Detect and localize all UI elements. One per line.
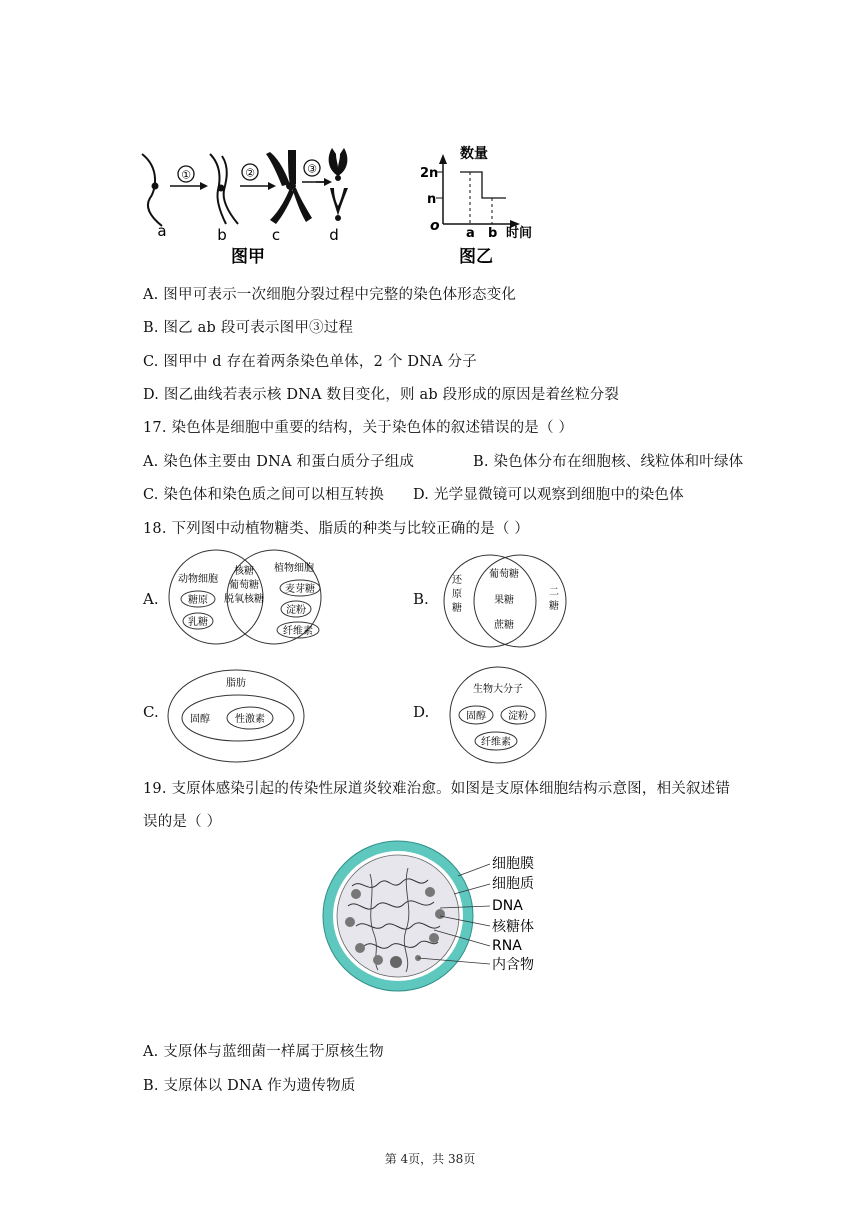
mycoplasma-diagram bbox=[322, 834, 550, 998]
label-rna: RNA bbox=[492, 938, 522, 954]
q18-label-c: C. bbox=[143, 703, 159, 721]
q16-option-c: C. 图甲中 d 存在着两条染色单体，2 个 DNA 分子 bbox=[143, 354, 477, 370]
yi-xlabel: 时间 bbox=[506, 226, 533, 241]
c-fat: 脂肪 bbox=[226, 678, 246, 689]
q18-stem: 18. 下列图中动植物糖类、脂质的种类与比较正确的是（ ） bbox=[143, 521, 530, 537]
b-di-2: 糖 bbox=[549, 601, 559, 612]
a-lactose: 乳糖 bbox=[188, 617, 208, 628]
q18-diagram-b bbox=[438, 551, 574, 651]
yi-tick-b: b bbox=[488, 226, 498, 241]
d-sterol: 固醇 bbox=[466, 711, 486, 722]
yi-tick-a: a bbox=[466, 226, 475, 241]
q18-label-d: D. bbox=[413, 703, 430, 721]
yi-origin: o bbox=[430, 218, 440, 234]
a-ribose: 核糖 bbox=[234, 566, 254, 577]
stage-b-label: b bbox=[217, 226, 227, 244]
b-reducing-2: 原 bbox=[452, 589, 462, 600]
label-cytoplasm: 细胞质 bbox=[492, 876, 534, 892]
q17-option-c: C. 染色体和染色质之间可以相互转换 bbox=[143, 487, 384, 503]
q18-diagram-a bbox=[166, 547, 328, 647]
b-reducing-3: 糖 bbox=[452, 603, 462, 614]
a-glycogen: 糖原 bbox=[188, 595, 208, 606]
chromosome-figure bbox=[130, 140, 550, 272]
q16-option-b: B. 图乙 ab 段可表示图甲③过程 bbox=[143, 320, 354, 336]
a-animal-cell: 动物细胞 bbox=[178, 574, 218, 585]
q19-stem-line1: 19. 支原体感染引起的传染性尿道炎较难治愈。如图是支原体细胞结构示意图，相关叙述错 bbox=[143, 781, 731, 797]
q19-option-b: B. 支原体以 DNA 作为遗传物质 bbox=[143, 1078, 356, 1094]
step-2: ② bbox=[245, 166, 255, 180]
q17-option-b: B. 染色体分布在细胞核、线粒体和叶绿体 bbox=[473, 454, 744, 470]
page-footer: 第 4页，共 38页 bbox=[384, 1152, 476, 1166]
a-cellulose: 纤维素 bbox=[283, 626, 313, 637]
q19-stem-line2: 误的是（ ） bbox=[143, 814, 222, 830]
fig-yi-caption: 图乙 bbox=[459, 247, 493, 267]
q17-stem: 17. 染色体是细胞中重要的结构，关于染色体的叙述错误的是（ ） bbox=[143, 420, 574, 436]
step-3: ③ bbox=[307, 162, 317, 176]
q17-option-d: D. 光学显微镜可以观察到细胞中的染色体 bbox=[413, 487, 684, 503]
label-ribosome: 核糖体 bbox=[492, 919, 534, 935]
a-deoxyribose: 脱氧核糖 bbox=[224, 594, 264, 605]
yi-ylabel: 数量 bbox=[460, 146, 488, 162]
q18-diagram-c bbox=[166, 666, 306, 766]
yi-tick-2n: 2n bbox=[420, 166, 439, 181]
c-sterol: 固醇 bbox=[190, 714, 210, 725]
b-sucrose: 蔗糖 bbox=[494, 620, 514, 631]
label-membrane: 细胞膜 bbox=[492, 856, 534, 872]
q16-option-a: A. 图甲可表示一次细胞分裂过程中完整的染色体形态变化 bbox=[143, 287, 517, 303]
q18-diagram-d bbox=[442, 665, 554, 765]
stage-d-label: d bbox=[329, 226, 339, 244]
a-glucose: 葡萄糖 bbox=[229, 580, 259, 591]
b-di-1: 二 bbox=[549, 587, 559, 598]
q19-option-a: A. 支原体与蓝细菌一样属于原核生物 bbox=[143, 1044, 384, 1060]
step-1: ① bbox=[181, 168, 191, 182]
yi-tick-n: n bbox=[427, 192, 437, 207]
fig-yi-graph bbox=[420, 145, 532, 241]
b-fructose: 果糖 bbox=[494, 595, 514, 606]
d-macromolecule: 生物大分子 bbox=[473, 684, 523, 695]
stage-a-label: a bbox=[157, 222, 167, 240]
d-cellulose: 纤维素 bbox=[481, 737, 511, 748]
b-reducing-1: 还 bbox=[452, 575, 462, 586]
c-sex-hormone: 性激素 bbox=[235, 714, 265, 725]
q16-option-d: D. 图乙曲线若表示核 DNA 数目变化，则 ab 段形成的原因是着丝粒分裂 bbox=[143, 387, 620, 403]
b-glucose: 葡萄糖 bbox=[489, 569, 519, 580]
q17-option-a: A. 染色体主要由 DNA 和蛋白质分子组成 bbox=[143, 454, 415, 470]
a-starch: 淀粉 bbox=[286, 605, 306, 616]
label-inclusion: 内含物 bbox=[492, 957, 534, 973]
stage-c-label: c bbox=[271, 226, 281, 244]
fig-jia-caption: 图甲 bbox=[231, 247, 265, 267]
label-dna: DNA bbox=[492, 898, 523, 914]
a-plant-cell: 植物细胞 bbox=[274, 563, 314, 574]
d-starch: 淀粉 bbox=[508, 711, 528, 722]
a-maltose: 麦芽糖 bbox=[285, 584, 315, 595]
q18-label-b: B. bbox=[413, 590, 429, 608]
q18-label-a: A. bbox=[143, 590, 159, 608]
